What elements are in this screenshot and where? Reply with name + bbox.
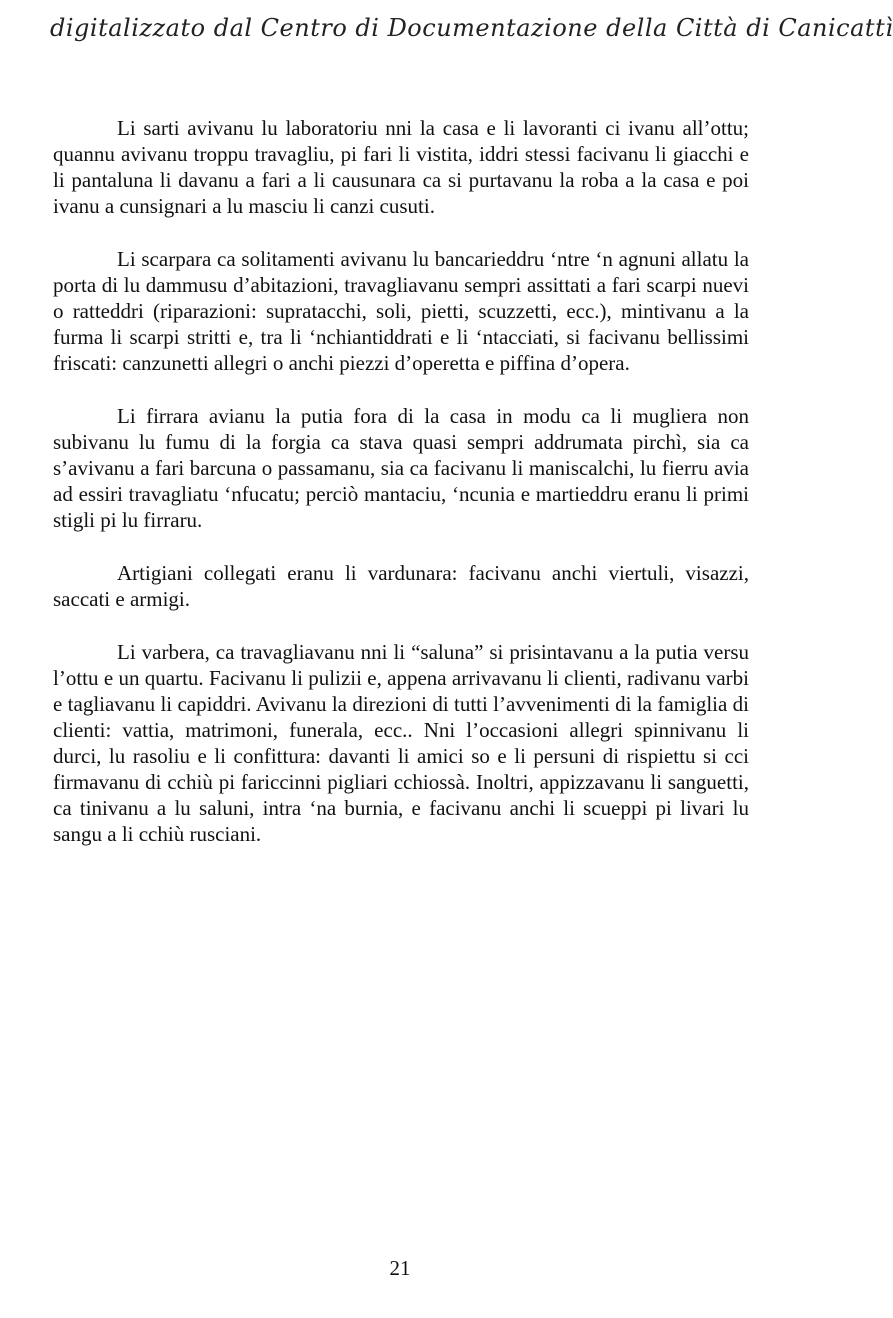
digitization-watermark: digitalizzato dal Centro di Documentazione della Città di Canicattì: [50, 14, 893, 42]
paragraph-barbers: Li varbera, ca travagliavanu nni li “saluna” si prisintavanu a la putia versu l’ottu e un quartu. Facivanu li pulizii e, appena arrivavanu li clienti, radivanu varbi e tagliavanu li capiddri. Avivanu la direzioni di tutti l’avvenimenti di la famiglia di clienti: vattia, matrimoni, funerala, ecc.. Nni l’occasioni allegri spinnivanu li durci, lu rasoliu e li confittura: davanti li amici so e li persuni di rispiettu si cci firmavanu di cchiù pi fariccinni pigliari cchiossà. Inoltri, appizzavanu li sanguetti, ca tinivanu a lu saluni, intra ‘na burnia, e facivanu anchi li scueppi pi livari lu sangu a li cchiù rusciani.: [53, 640, 749, 846]
page-body: [53, 115, 749, 874]
paragraph-blacksmiths: Li firrara avianu la putia fora di la casa in modu ca li mugliera non subivanu lu fumu di la forgia ca stava quasi sempri addrumata pirchì, sia ca s’avivanu a fari barcuna o passamanu, sia ca facivanu li maniscalchi, lu fierru avia ad essiri travagliatu ‘nfucatu; perciò mantaciu, ‘ncunia e martieddru eranu li primi stigli pi lu firraru.: [53, 404, 749, 532]
paragraph-saddlers: Artigiani collegati eranu li vardunara: facivanu anchi viertuli, visazzi, saccati e armigi.: [53, 561, 749, 611]
page-number: 21: [389, 1256, 411, 1280]
paragraph-tailors: Li sarti avivanu lu laboratoriu nni la casa e li lavoranti ci ivanu all’ottu; quannu avivanu troppu travagliu, pi fari li vistita, iddri stessi facivanu li giacchi e li pantaluna li davanu a fari a li causunara ca si purtavanu la roba a la casa e poi ivanu a cunsignari a lu masciu li canzi cusuti.: [53, 116, 749, 218]
paragraph-shoemakers: Li scarpara ca solitamenti avivanu lu bancarieddru ‘ntre ‘n agnuni allatu la porta di lu dammusu d’abitazioni, travagliavanu sempri assittati a fari scarpi nuevi o ratteddri (riparazioni: supratacchi, soli, pietti, scuzzetti, ecc.), mintivanu a la furma li scarpi stritti e, tra li ‘nchiantiddrati e li ‘ntacciati, si facivanu bellissimi friscati: canzunetti allegri o anchi piezzi d’operetta e piffina d’opera.: [53, 247, 749, 375]
